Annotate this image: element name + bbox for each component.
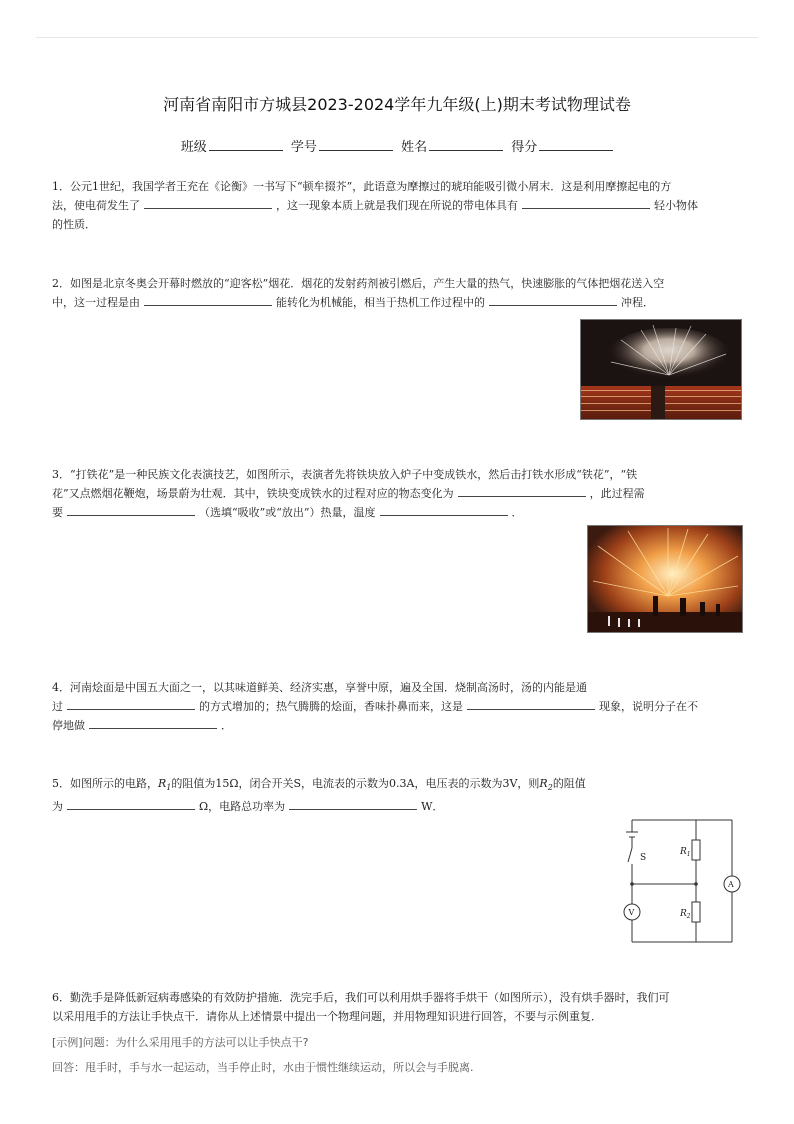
q4-blank-1[interactable] — [67, 699, 195, 710]
number-label: 学号 — [290, 140, 317, 155]
number-blank[interactable] — [319, 140, 393, 151]
q5-text: 为 — [52, 800, 63, 814]
q5-text: 5．如图所示的电路， — [52, 777, 158, 790]
q5-text: 的阻值 — [552, 777, 586, 790]
q4-text: 过 — [52, 700, 63, 713]
q4-blank-2[interactable] — [467, 699, 595, 710]
q3-text: 要 — [52, 506, 63, 519]
q3-blank-2[interactable] — [67, 505, 195, 516]
q5-text: Ω，电路总功率为 — [199, 800, 286, 814]
page-top-rule — [36, 37, 758, 38]
name-blank[interactable] — [429, 140, 503, 151]
name-label: 姓名 — [401, 140, 428, 155]
q5-text: W． — [421, 800, 444, 814]
question-1 — [52, 177, 742, 234]
r1-label: $R_1$ — [680, 847, 691, 858]
class-blank[interactable] — [209, 140, 283, 151]
fireworks-photo — [580, 319, 742, 420]
q1-text: 法，使电荷发生了 — [52, 199, 140, 212]
question-4 — [52, 678, 742, 735]
circuit-diagram — [612, 812, 746, 948]
q3-line-3 — [52, 503, 742, 522]
question-3 — [52, 465, 742, 522]
q3-blank-1[interactable] — [458, 486, 586, 497]
q5-line-1 — [52, 774, 742, 797]
q2-text: 冲程． — [621, 296, 654, 309]
q4-text: 停地做 — [52, 719, 85, 732]
q4-line-2 — [52, 697, 742, 716]
score-blank[interactable] — [539, 140, 613, 151]
q4-text: 现象，说明分子在不 — [599, 700, 698, 713]
q3-text: （选填“吸收”或“放出”）热量，温度 — [199, 506, 376, 519]
q1-line-3: 的性质． — [52, 218, 96, 231]
student-info-line — [0, 136, 794, 155]
q2-line-2 — [52, 293, 742, 312]
switch-label: S — [640, 853, 647, 863]
r1-symbol: $R_1$ — [158, 777, 172, 793]
q3-line-2 — [52, 484, 742, 503]
q3-line-1: 3．“打铁花”是一种民族文化表演技艺，如图所示，表演者先将铁块放入炉子中变成铁水，然后击打铁水形成“铁花”，“铁 — [52, 468, 638, 481]
q2-text: 能转化为机械能，相当于热机工作过程中的 — [276, 296, 485, 309]
q1-blank-1[interactable] — [144, 198, 272, 209]
r2-symbol: $R_2$ — [539, 777, 553, 793]
q1-line-2 — [52, 196, 742, 215]
q4-text: 的方式增加的；热气腾腾的烩面，香味扑鼻而来，这是 — [199, 700, 463, 713]
q3-text: ． — [511, 506, 523, 519]
voltmeter-label: V — [628, 908, 635, 917]
question-2 — [52, 274, 742, 312]
q4-line-3 — [52, 716, 742, 735]
q6-line-2: 以采用甩手的方法让手快点干．请你从上述情景中提出一个物理问题，并用物理知识进行回答，不要与示例重复． — [52, 1010, 602, 1023]
exam-title: 河南省南阳市方城县2023-2024学年九年级(上)期末考试物理试卷 — [163, 95, 631, 114]
question-6 — [52, 988, 742, 1026]
q2-line-1: 2．如图是北京冬奥会开幕时燃放的“迎客松”烟花．烟花的发射药剂被引燃后，产生大量的热气，快速膨胀的气体把烟花送入空 — [52, 277, 665, 290]
q4-text: ． — [221, 719, 232, 732]
q2-text: 中，这一过程是由 — [52, 296, 140, 309]
iron-flower-photo — [587, 525, 743, 633]
q5-blank-2[interactable] — [289, 799, 417, 810]
q6-line-1: 6．勤洗手是降低新冠病毒感染的有效防护措施．洗完手后，我们可以利用烘手器将手烘干（如图所示），没有烘手器时，我们可 — [52, 991, 670, 1004]
score-label: 得分 — [511, 140, 538, 155]
q1-blank-2[interactable] — [522, 198, 650, 209]
q3-text: ，此过程需 — [589, 487, 645, 500]
q1-text: 轻小物体 — [654, 199, 698, 212]
question-5 — [52, 774, 742, 816]
q1-text: ，这一现象本质上就是我们现在所说的带电体具有 — [276, 199, 518, 212]
ammeter-label: A — [728, 880, 734, 889]
q4-line-1: 4．河南烩面是中国五大面之一，以其味道鲜美、经济实惠，享誉中原，遍及全国．烧制高汤时，汤的内能是通 — [52, 681, 587, 694]
q2-blank-2[interactable] — [489, 295, 617, 306]
q3-blank-3[interactable] — [380, 505, 508, 516]
q2-blank-1[interactable] — [144, 295, 272, 306]
q6-example-question: [示例]问题：为什么采用甩手的方法可以让手快点干? — [52, 1036, 309, 1049]
r2-label: $R_2$ — [680, 909, 691, 920]
q4-blank-3[interactable] — [89, 718, 217, 729]
q5-text: 的阻值为15Ω，闭合开关S，电流表的示数为0.3A，电压表的示数为3V，则 — [171, 777, 540, 790]
class-label: 班级 — [180, 140, 207, 155]
q1-line-1: 1．公元1世纪，我国学者王充在《论衡》一书写下“顿牟掇芥”，此语意为摩擦过的琥珀能吸引微小屑末．这是利用摩擦起电的方 — [52, 180, 672, 193]
q5-blank-1[interactable] — [67, 799, 195, 810]
q3-text: 花”又点燃烟花鞭炮，场景蔚为壮观．其中，铁块变成铁水的过程对应的物态变化为 — [52, 487, 454, 500]
q6-example-answer: 回答：甩手时，手与水一起运动，当手停止时，水由于惯性继续运动，所以会与手脱离. — [52, 1061, 474, 1074]
